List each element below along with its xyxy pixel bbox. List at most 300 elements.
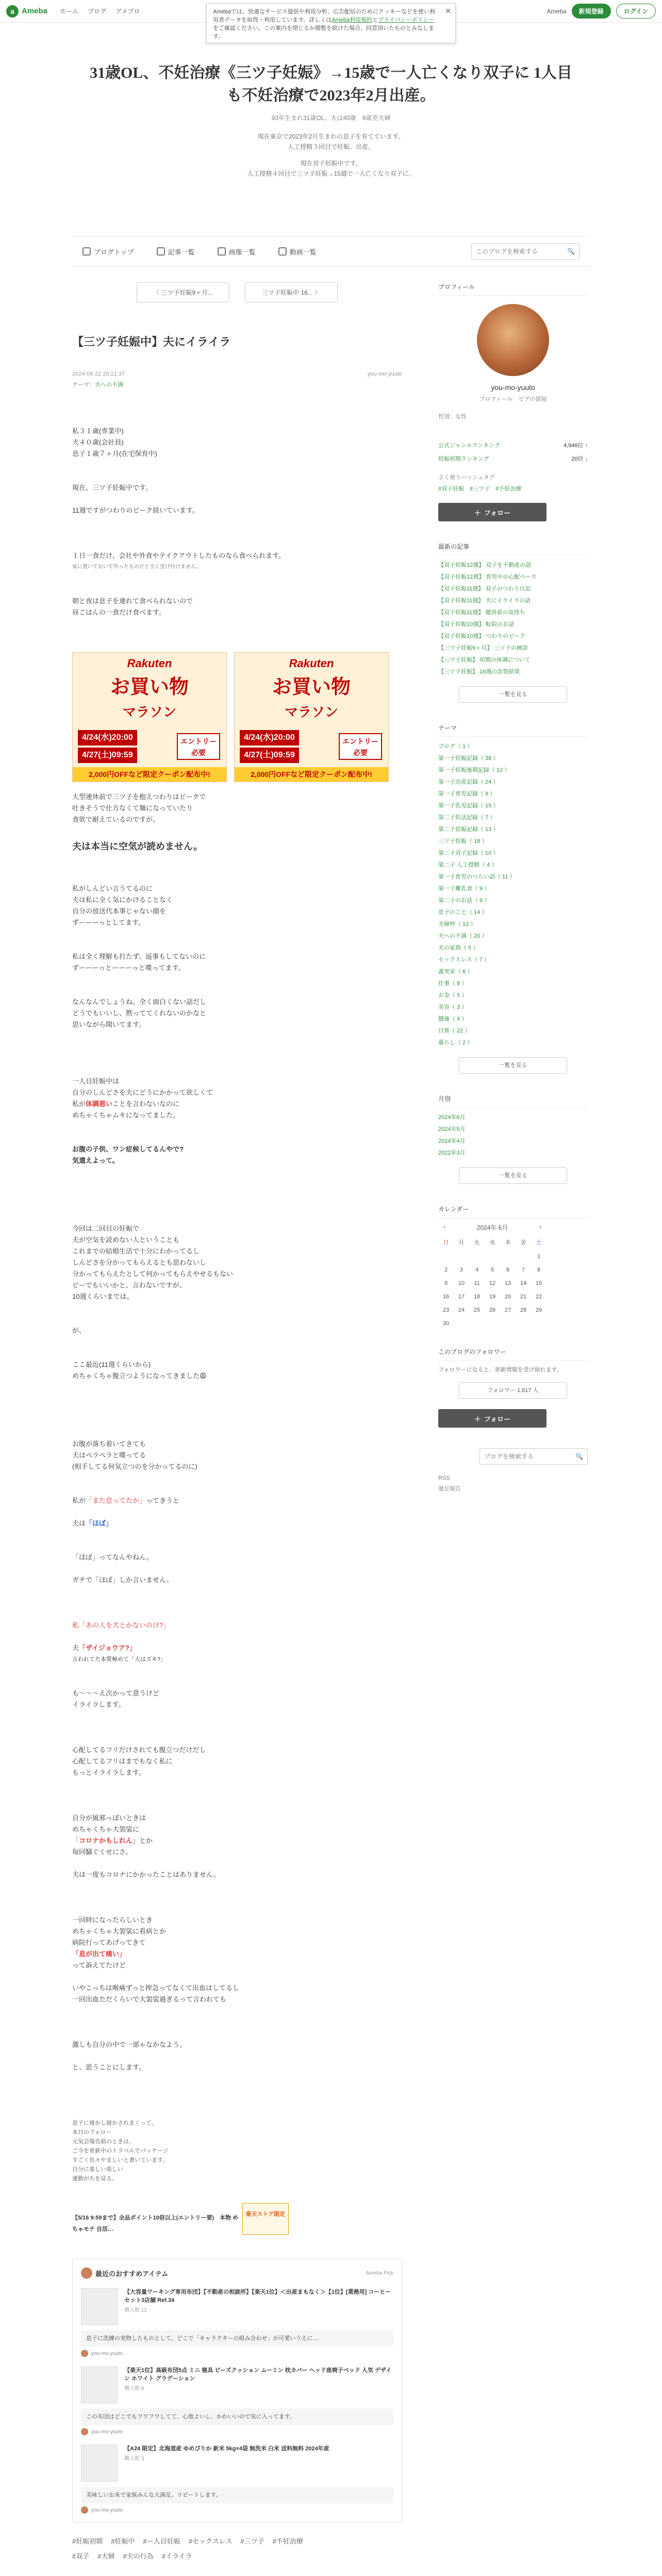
entry-body xyxy=(72,426,402,2235)
paragraph xyxy=(72,1835,402,1846)
paragraph: 夫はペラペラと喋ってる xyxy=(72,1451,146,1459)
banner-title: お買い物 xyxy=(110,676,189,698)
paragraph xyxy=(72,1495,402,1506)
paragraph: 吐きそうで仕方なくて麺になっていたり xyxy=(72,804,193,812)
ameba-logo-icon[interactable]: a xyxy=(6,5,19,18)
calendar-day[interactable]: 5 xyxy=(490,1267,494,1273)
prev-entry-link[interactable]: 〈 三ツ子妊娠9ヶ月... xyxy=(137,282,229,302)
ranking-value: 4,946位 ↑ xyxy=(563,443,588,449)
product-ad-label[interactable]: 【5/16 9:59まで】全品ポイント10倍以上(エントリー要) 本物 めちゃモテ 自活… xyxy=(72,2215,239,2232)
banner-entry-badge: エントリー必要 xyxy=(177,733,220,760)
banner-date-start: 4/24(水)20:00 xyxy=(240,730,299,745)
nav-home[interactable]: ホーム xyxy=(60,8,79,15)
rss-link[interactable]: RSS xyxy=(438,1475,450,1481)
comment-user xyxy=(81,2506,393,2514)
calendar-day[interactable]: 12 xyxy=(489,1280,496,1286)
follow-button[interactable] xyxy=(438,1409,547,1428)
highlight-text: 「ザイジョウア?」 xyxy=(79,1644,136,1652)
nav-video-list[interactable] xyxy=(278,247,317,257)
month-link[interactable]: 2022年3月 xyxy=(438,1150,466,1156)
calendar-day[interactable]: 13 xyxy=(504,1280,511,1286)
paragraph: 心配してるフリだけされても腹立つだけだし xyxy=(72,1746,206,1754)
calendar-day[interactable]: 20 xyxy=(504,1294,511,1300)
calendar-day xyxy=(485,1253,500,1260)
paragraph: 11週ですがつわりのピーク続いています。 xyxy=(72,506,199,514)
theme-link[interactable]: 第一子離乳食（ 9 ） xyxy=(438,886,490,892)
entry-date: 2024-06-22 20:21:37 xyxy=(72,371,125,377)
follow-button[interactable] xyxy=(438,503,547,521)
paragraph: １日一食だけ、会社や外食やテイクアウトしたものなら食べられます。 xyxy=(72,552,286,560)
calendar-day xyxy=(438,1253,454,1260)
banner-date-end: 4/27(土)09:59 xyxy=(78,748,137,763)
profile-name[interactable]: you-mo-yuuto xyxy=(491,383,535,392)
blog-header xyxy=(0,43,662,177)
product-ad[interactable] xyxy=(72,2199,289,2235)
recent-entry-link[interactable]: 【双子妊娠11週】 健診前の気持ち xyxy=(438,609,525,616)
recent-entry-link[interactable]: 【双子妊娠11週】 双子のつわり日記 xyxy=(438,586,531,592)
calendar-day[interactable]: 22 xyxy=(535,1294,542,1300)
theme-link[interactable]: 美容（ 3 ） xyxy=(438,1004,468,1010)
paragraph: お腹の子供、ワン症候してるんやで? xyxy=(72,1145,184,1153)
hashtag[interactable]: #不妊治療 xyxy=(272,2537,303,2545)
sidebar-search[interactable] xyxy=(479,1448,588,1465)
notice-text-2: と xyxy=(372,17,378,23)
hashtag-note: よく使うハッシュタグ xyxy=(438,474,495,481)
avatar xyxy=(81,2428,88,2435)
calendar-day[interactable]: 21 xyxy=(520,1294,527,1300)
month-more-button[interactable]: 一覧を見る xyxy=(459,1167,567,1184)
hashtag[interactable]: #セックスレス xyxy=(188,2537,233,2545)
paragraph: 「ほぼ」ってなんやねん。 xyxy=(72,1553,153,1561)
username: you-mo-yuuto xyxy=(91,2350,123,2357)
genre-ranking[interactable] xyxy=(438,454,588,463)
paragraph: めちゃくちゃ大袈裟に xyxy=(72,1825,140,1833)
search-icon[interactable]: 🔍 xyxy=(575,1453,583,1460)
calendar-day[interactable]: 25 xyxy=(473,1307,481,1313)
blog-search[interactable] xyxy=(471,243,580,260)
paragraph: 激しも自分の中で一部ゃなかなよう。 xyxy=(72,2041,187,2048)
calendar-day[interactable]: 23 xyxy=(442,1307,450,1313)
highlight-text: コロナかもしれん xyxy=(79,1837,133,1844)
recent-entry-link[interactable]: 【三ツ子妊娠9ヶ月】 三ツ子の検診 xyxy=(438,645,528,651)
text: 私が xyxy=(72,1497,86,1504)
calendar-day[interactable]: 27 xyxy=(504,1307,511,1313)
paragraph: 自分の放送代本事じゃない顔を xyxy=(72,907,167,915)
hashtag[interactable]: #夫の行為 xyxy=(123,2552,154,2560)
recommended-item[interactable] xyxy=(81,2288,393,2325)
ranking-label[interactable]: 公式ジャンルランキング xyxy=(438,443,501,449)
paragraph: が、 xyxy=(72,1327,86,1334)
text: 夫 xyxy=(72,1644,79,1652)
paragraph: 現在、三ツ子妊娠中です。 xyxy=(72,484,152,492)
paragraph: 夫４０歳(会社員) xyxy=(72,438,124,446)
highlight-text: 体調悪い xyxy=(86,1100,113,1108)
product-thumbnail[interactable] xyxy=(81,2366,118,2403)
camera-icon xyxy=(218,247,226,256)
ad-banners xyxy=(72,652,402,782)
paragraph: めちゃくちゃ腹立つようになってきました😩 xyxy=(72,1372,207,1380)
calendar-heading: カレンダー xyxy=(438,1205,588,1218)
nav-image-list[interactable] xyxy=(218,247,256,257)
nav-label: 記事一覧 xyxy=(168,248,195,256)
avatar xyxy=(81,2267,92,2279)
username: you-mo-yuuto xyxy=(91,2507,123,2513)
paragraph: 毎回騒ぐくせにさ。 xyxy=(72,1848,133,1856)
hashtag[interactable]: #双子 xyxy=(72,2552,90,2560)
paragraph: ビーでもいいかと、言わないですが、 xyxy=(72,1281,186,1289)
calendar-day[interactable]: 7 xyxy=(521,1267,525,1273)
product-comment: この布団はどこでもフワフワしてて、心地よいし、かわいいので気に入ってます。 xyxy=(81,2409,393,2425)
notice-text-1: Amebaでは、快適なサービス提供や利用分析、広告配信のためにクッキーなどを使い利用者データを取得・利用しています。詳しくは xyxy=(213,9,435,23)
paragraph: 一人目妊娠中は xyxy=(72,1077,120,1085)
theme-link[interactable]: 第一子育児記録（ 9 ） xyxy=(438,791,496,797)
calendar-day[interactable]: 14 xyxy=(520,1280,527,1286)
login-button[interactable]: ログイン xyxy=(616,4,656,19)
highlight-text: 「ほぼ」 xyxy=(86,1519,113,1527)
footer-line: 運動がちを見る。 xyxy=(72,2176,118,2182)
nav-ameblo[interactable]: アメブロ xyxy=(115,8,140,15)
calendar-day[interactable]: 3 xyxy=(459,1267,464,1273)
hashtag[interactable]: #夫婦 xyxy=(97,2552,115,2560)
banner-title: お買い物 xyxy=(272,676,351,698)
nav-label: 画像一覧 xyxy=(228,248,256,256)
hashtag-list xyxy=(72,2536,320,2561)
paragraph: どうでもいいし、黙っててくれないのかなと xyxy=(72,1009,207,1017)
comment-user xyxy=(81,2428,393,2435)
nav-blog[interactable]: ブログ xyxy=(88,8,107,15)
ameba-link[interactable]: Ameba xyxy=(547,7,567,15)
paragraph: って訴えてたけど xyxy=(72,1961,126,1969)
highlight-text: 「また怠ってたか」 xyxy=(86,1497,146,1504)
banner-foot: 2,000円OFFなど限定クーポン配布中! xyxy=(235,767,388,782)
theme-link[interactable]: 第二子妊娠記録（ 13 ） xyxy=(438,826,499,833)
theme-heading: テーマ xyxy=(438,723,588,737)
paragraph: 気遣えよって。 xyxy=(72,1157,119,1164)
cookie-notice xyxy=(206,3,456,43)
entry-author[interactable]: you-mo-yuuto xyxy=(367,371,402,377)
follower-count[interactable]: フォロワー 1,617 人 xyxy=(459,1382,567,1399)
calendar-day[interactable]: 17 xyxy=(458,1294,465,1300)
month-link[interactable]: 2024年5月 xyxy=(438,1126,466,1132)
paragraph: めちゃくちゃ大袈裟に看病とか xyxy=(72,1927,167,1935)
next-entry-link[interactable]: 三ツ子妊娠中 16... 〉 xyxy=(245,282,338,302)
paragraph: 大型連休前で三ツ子を抱えつわりはピークで xyxy=(72,793,206,801)
paragraph: イライラします。 xyxy=(72,1701,125,1708)
calendar-weekday: 月 xyxy=(458,1240,465,1246)
paragraph: (相手してる何気立つのを分かってるのに) xyxy=(72,1463,197,1470)
footer-line: ご今を更新中のトラベルでパッケージ xyxy=(72,2148,169,2154)
terms-link[interactable]: Ameba利用規約 xyxy=(332,17,372,23)
username: you-mo-yuuto xyxy=(91,2429,123,2435)
calendar-day[interactable]: 8 xyxy=(537,1267,541,1273)
paragraph: 「息が出て痛い」 xyxy=(72,1950,126,1958)
entry-footer-text xyxy=(72,2119,402,2183)
genre-ranking[interactable] xyxy=(438,441,588,449)
calendar-day[interactable]: 9 xyxy=(444,1280,448,1286)
paragraph: これまでの結婚生活で十分にわかってるし xyxy=(72,1247,200,1255)
paragraph: 思いながら聞いてます。 xyxy=(72,1021,145,1028)
entry-theme[interactable]: テーマ：夫への不満 xyxy=(72,382,123,388)
calendar-day[interactable]: 24 xyxy=(458,1307,465,1313)
paragraph: と、思うことにします。 xyxy=(72,2063,145,2071)
banner-date-start: 4/24(水)20:00 xyxy=(78,730,137,745)
profile-heading: プロフィール xyxy=(438,282,588,296)
theme-link[interactable]: 暮らし（ 2 ） xyxy=(438,1040,473,1046)
calendar-weekday: 日 xyxy=(443,1240,449,1246)
chevron-right-icon[interactable]: › xyxy=(539,1223,541,1230)
paragraph: 病院行ってあげってきて xyxy=(72,1939,146,1946)
month-link[interactable]: 2024年4月 xyxy=(438,1138,466,1144)
rakuten-banner[interactable] xyxy=(234,652,389,782)
calendar-day[interactable]: 4 xyxy=(475,1267,479,1273)
paragraph: 私３１歳(専業中) xyxy=(72,427,124,435)
hashtag[interactable]: #三ツ子 xyxy=(240,2537,264,2545)
home-icon xyxy=(82,247,91,256)
blog-subtitle: 93年生まれ31歳OL。夫は40歳 9歳差夫婦 xyxy=(271,114,391,122)
paragraph: 分かってもらえたとして何かってもらえやせるもない xyxy=(72,1270,234,1278)
calendar-day[interactable]: 18 xyxy=(473,1294,481,1300)
recommended-header xyxy=(81,2267,393,2279)
paragraph: 夫は私に全く気にかけることなく xyxy=(72,896,173,904)
calendar-title: 2024年 6月 xyxy=(476,1224,508,1231)
theme-link[interactable]: 第一子妊娠後期記録（ 12 ） xyxy=(438,767,510,773)
calendar-day[interactable]: 26 xyxy=(489,1307,496,1313)
month-list xyxy=(438,1112,588,1159)
entry-meta xyxy=(72,371,402,377)
paragraph: 昼ごはんの一食だけ食べます。 xyxy=(72,608,166,616)
calendar-day[interactable]: 10 xyxy=(458,1280,465,1286)
search-icon[interactable]: 🔍 xyxy=(567,248,575,255)
product-title[interactable]: 【楽天1位】高級布団5点 ミニ 寝具 ビーズクッション ムーミン 枕カバー ヘッド座椅子ベッド 人気 デザイン ホワイト グラデーション xyxy=(124,2367,392,2382)
paragraph: 私がしんどい言うてるのに xyxy=(72,885,153,892)
entry-title[interactable]: 【三ツ子妊娠中】夫にイライラ xyxy=(72,335,231,348)
calendar-weekday: 水 xyxy=(489,1240,495,1246)
footer-line: 本日のフォロー xyxy=(72,2129,112,2136)
report-link[interactable]: 違反報告 xyxy=(438,1486,461,1492)
banner-subtitle: マラソン xyxy=(122,704,176,720)
calendar-day xyxy=(469,1253,485,1260)
paragraph: 夫は一度もコロナにかかったことはありません。 xyxy=(72,1871,220,1878)
recent-heading: 最新の記事 xyxy=(438,542,588,555)
text: ことを言わないなのに xyxy=(112,1100,180,1108)
calendar-day[interactable]: 19 xyxy=(489,1294,496,1300)
product-sub: 購入数 3 xyxy=(124,2456,144,2462)
product-sub: 購入数 8 xyxy=(124,2386,144,2392)
paragraph: 家に置いておいて作ったものだと全く受け付けません。 xyxy=(72,564,202,570)
product-thumbnail[interactable] xyxy=(81,2445,118,2482)
blog-desc-line: 現在東京で2023年2月生まれの息子を育てています。 xyxy=(257,133,405,140)
calendar-day[interactable]: 11 xyxy=(474,1280,480,1286)
paragraph: 私は全く理解も打たず、返事もしてないのに xyxy=(72,953,206,960)
product-thumbnail[interactable] xyxy=(81,2288,118,2325)
calendar-day[interactable]: 6 xyxy=(506,1267,510,1273)
theme-link[interactable]: 第一子乳児記録（ 15 ） xyxy=(438,803,499,809)
paragraph: 食欲で耐えているのですが、 xyxy=(72,816,160,823)
theme-link[interactable]: 第一子育児のつらい話（ 11 ） xyxy=(438,874,516,880)
footer-line: 元気会場名前のときは。 xyxy=(72,2139,135,2145)
text: 私が xyxy=(72,1100,86,1108)
recent-entry-link[interactable]: 【双子妊娠10週】 転院のお話 xyxy=(438,621,515,628)
paragraph: お腹が落ち着いてきても xyxy=(72,1440,146,1448)
theme-link[interactable]: 第一子妊娠記録（ 38 ） xyxy=(438,755,499,761)
banner-date-end: 4/27(土)09:59 xyxy=(240,748,299,763)
calendar-weekday: 火 xyxy=(474,1240,480,1246)
theme-link[interactable]: 健康（ 4 ） xyxy=(438,1016,468,1022)
text: ってきうと xyxy=(146,1497,180,1504)
paragraph: ガチで「ほぼ」しか言いません。 xyxy=(72,1576,173,1584)
hashtag[interactable]: #妊娠初期 xyxy=(72,2537,103,2545)
theme-list xyxy=(438,741,588,1049)
recommended-title: 最近のおすすめアイテム xyxy=(95,2269,169,2278)
banner-brand: Rakuten xyxy=(127,657,172,670)
calendar-day[interactable]: 1 xyxy=(537,1253,541,1260)
theme-link[interactable]: 日常（ 22 ） xyxy=(438,1028,471,1034)
avatar xyxy=(81,2350,88,2357)
banner-brand: Rakuten xyxy=(289,657,334,670)
signup-button[interactable]: 新規登録 xyxy=(572,4,611,19)
paragraph: いやこっちは喉痛ずっと搾急ってなくて出血はしてるし xyxy=(72,1984,239,1992)
hashtag[interactable]: #妊娠中 xyxy=(111,2537,135,2545)
month-heading: 月別 xyxy=(438,1094,588,1108)
sidebar xyxy=(438,282,588,1493)
theme-link[interactable]: 第二子妊活記録（ 7 ） xyxy=(438,815,496,821)
calendar-day[interactable]: 16 xyxy=(442,1294,450,1300)
product-comment: 美味しいお米で家族みんな大満足。リピートします。 xyxy=(81,2487,393,2503)
paragraph: 夫が空気を読めない人ということも xyxy=(72,1236,180,1244)
plus-icon: ＋ xyxy=(474,1415,481,1423)
paragraph: なんなんでしょうね、全く面白くない話だし xyxy=(72,998,207,1006)
recent-entry-link[interactable]: 【三ツ子妊娠】 16週の診察結果 xyxy=(438,669,520,675)
comment-user xyxy=(81,2350,393,2357)
theme-link[interactable]: 夫への不満（ 20 ） xyxy=(438,933,488,939)
paragraph: しんどさを分かってもらえるとも思わないし xyxy=(72,1259,207,1266)
calendar-day[interactable]: 28 xyxy=(520,1307,527,1313)
theme-link[interactable]: 夫の家族（ 5 ） xyxy=(438,945,479,951)
theme-link[interactable]: ブログ（ 1 ） xyxy=(438,743,473,750)
blog-desc-line: 現在双子妊娠中です。 xyxy=(300,160,362,167)
paragraph: 私「あの人を犬とかないのけ?」 xyxy=(72,1621,170,1629)
paragraph: 一回出血ただくらいで大袈裟過ぎるって言われても xyxy=(72,1995,227,2003)
privacy-link[interactable]: プライバシーポリシー xyxy=(377,17,435,23)
recent-entry-link[interactable]: 【双子妊娠10週】 つわりのピーク xyxy=(438,633,525,639)
paragraph: 自分が風邪っぽいときは xyxy=(72,1814,146,1822)
chevron-left-icon[interactable]: ‹ xyxy=(443,1223,445,1230)
ameba-logo-text[interactable]: Ameba xyxy=(22,7,48,15)
theme-link[interactable]: セックスレス（ 7 ） xyxy=(438,957,490,963)
footer-line: すごく色々やましいと書いています。 xyxy=(72,2157,169,2163)
rakuten-banner[interactable] xyxy=(72,652,227,782)
recent-entry-link[interactable]: 【双子妊娠12週】 育児中の心配ペース xyxy=(438,574,537,580)
theme-more-button[interactable]: 一覧を見る xyxy=(459,1057,567,1074)
main-column xyxy=(72,282,402,2561)
theme-link[interactable]: 第二子双子記録（ 10 ） xyxy=(438,850,499,856)
hashtag[interactable]: #ー人目妊娠 xyxy=(143,2537,180,2545)
list-icon xyxy=(157,247,165,256)
footer-line: 自分に楽しい楽しい xyxy=(72,2166,123,2173)
theme-link[interactable]: 仕事（ 8 ） xyxy=(438,980,468,987)
entry-pager xyxy=(72,282,402,302)
sidebar-search-input[interactable] xyxy=(484,1453,575,1460)
theme-link[interactable]: 三ツ子妊娠（ 18 ） xyxy=(438,838,488,844)
paragraph: 息子１歳７ヶ月(在宅保育中) xyxy=(72,450,157,457)
follower-desc: フォロワーになると、更新情報を受け取れます。 xyxy=(438,1367,562,1373)
banner-subtitle: マラソン xyxy=(284,704,338,720)
hashtag[interactable]: #イライラ xyxy=(161,2552,192,2560)
product-ad-image[interactable]: 楽天ストア限定 xyxy=(242,2203,289,2235)
blog-desc-line: 人工授精４回目で三ツ子妊娠→15週で一人亡くなり双子に。 xyxy=(247,170,415,177)
profile-avatar[interactable] xyxy=(477,304,549,376)
theme-link[interactable]: 夫婦仲（ 12 ） xyxy=(438,921,476,927)
theme-link[interactable]: 第二子 人工授精（ 4 ） xyxy=(438,862,498,868)
ranking-label[interactable]: 妊娠初期ランキング xyxy=(438,456,489,462)
banner-entry-badge: エントリー必要 xyxy=(339,733,382,760)
paragraph: めちゃくちゃムキになってました。 xyxy=(72,1111,180,1119)
profile-links[interactable]: プロフィール ピグの部屋 xyxy=(479,396,547,402)
text: 夫は xyxy=(72,1519,86,1527)
paragraph: ここ最近(11週くらいから) xyxy=(72,1361,151,1368)
profile-hashtags[interactable]: #双子妊娠 #三ツ子 #不妊治療 xyxy=(438,486,522,492)
recent-entry-link[interactable]: 【双子妊娠11週】 夫にイライラの話 xyxy=(438,598,531,604)
calendar-day xyxy=(516,1253,531,1260)
text: 「 xyxy=(72,1837,79,1844)
calendar-day xyxy=(500,1253,516,1260)
recent-entries xyxy=(438,560,588,678)
paragraph: もっとイライラします。 xyxy=(72,1769,145,1776)
recent-entry-link[interactable]: 【双子妊娠12週】 双子を不動産の話 xyxy=(438,562,532,568)
theme-link[interactable]: 第一子出産記録（ 24 ） xyxy=(438,779,499,785)
blog-search-input[interactable] xyxy=(476,248,567,255)
product-title[interactable]: 【A24 限定】北海道産 ゆめぴりか 新米 5kg×4袋 無洗米 白米 送料無料 2024年産 xyxy=(124,2446,329,2452)
nav-blog-top[interactable] xyxy=(82,247,134,257)
nav-entry-list[interactable] xyxy=(157,247,195,257)
calendar-day[interactable]: 30 xyxy=(442,1320,450,1327)
paragraph: ずーーーっとしてます。 xyxy=(72,919,145,926)
calendar-day[interactable]: 29 xyxy=(535,1307,542,1313)
theme-link[interactable]: 義実家（ 6 ） xyxy=(438,969,473,975)
paragraph: 10週くらいまでは。 xyxy=(72,1293,134,1300)
banner-foot: 2,000円OFFなど限定クーポン配布中! xyxy=(73,767,226,782)
theme-link[interactable]: 第二子のお話（ 6 ） xyxy=(438,897,490,904)
ameba-pick-label: Ameba Pick xyxy=(366,2270,393,2276)
nav-label: ブログトップ xyxy=(94,248,134,256)
text: 」とか xyxy=(133,1837,153,1844)
recent-more-button[interactable]: 一覧を見る xyxy=(459,686,567,703)
close-icon[interactable]: ✕ xyxy=(445,7,451,15)
blog-title[interactable]: 31歳OL、不妊治療《三ツ子妊娠》→15歳で一人亡くなり双子に 1人目も不妊治療で2023年2月出産。 xyxy=(90,64,572,104)
calendar xyxy=(438,1223,547,1327)
recommended-items xyxy=(72,2259,402,2522)
blog-desc-line: 人工授精３回目で妊娠、出産。 xyxy=(287,143,374,150)
theme-link[interactable]: お金（ 5 ） xyxy=(438,992,468,998)
paragraph: 一回時になったらしいとき xyxy=(72,1916,153,1924)
calendar-day[interactable]: 2 xyxy=(444,1267,448,1273)
recent-entry-link[interactable]: 【三ツ子妊娠】 初期の体調について xyxy=(438,657,531,663)
month-link[interactable]: 2024年6月 xyxy=(438,1114,466,1121)
recommended-item[interactable] xyxy=(81,2445,393,2482)
paragraph: 自分のしんどさを夫にどうにかかって欲しくて xyxy=(72,1089,213,1096)
paragraph: 心配してるフリはまでもなく私に xyxy=(72,1757,173,1765)
paragraph: も〜〜〜え次かって意うけど xyxy=(72,1689,160,1697)
paragraph: 言われてた本質極めて「大はズキ?」 xyxy=(72,1656,167,1663)
recommended-item[interactable] xyxy=(81,2366,393,2403)
calendar-day[interactable]: 15 xyxy=(535,1280,542,1286)
paragraph: 朝と夜は息子を連れて食べられないので xyxy=(72,597,193,605)
notice-text-3: をご確認ください。この案内を閉じるか閲覧を続けた場合、同意頂いたものとみなします。 xyxy=(213,25,434,40)
blog-description xyxy=(0,131,662,179)
theme-link[interactable]: 息子のこと（ 14 ） xyxy=(438,909,488,916)
calendar-weekday: 木 xyxy=(505,1240,511,1246)
product-title[interactable]: 【大容量ワーキング専用布団】【不動産の相談所】【楽天1位】＜出産まもなく＞【1位】[業務用] コーヒーセット3店舗 Ref.34 xyxy=(124,2289,391,2303)
